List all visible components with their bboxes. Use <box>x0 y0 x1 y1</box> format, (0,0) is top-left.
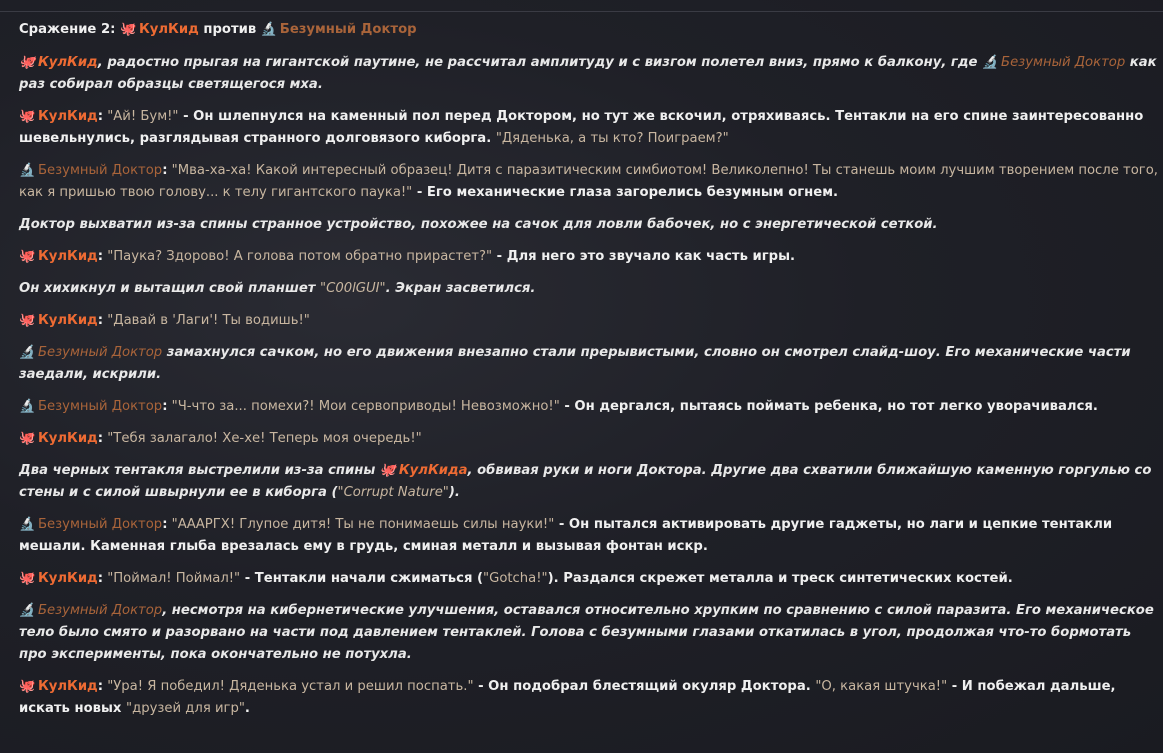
kid-name: КулКид <box>38 431 98 446</box>
colon: : <box>162 517 168 532</box>
octopus-icon: 🐙 <box>19 109 36 124</box>
octopus-icon: 🐙 <box>19 431 36 446</box>
microscope-icon: 🔬 <box>260 22 278 37</box>
colon: : <box>97 679 103 694</box>
colon: : <box>97 109 103 124</box>
doctor-name: Безумный Доктор <box>38 603 163 618</box>
colon: : <box>97 249 103 264</box>
chat-message-body <box>19 19 1161 730</box>
paragraph-12 <box>19 514 1161 558</box>
microscope-icon: 🔬 <box>19 399 36 414</box>
paragraph-4 <box>19 214 1161 236</box>
kid-name: КулКид <box>38 679 98 694</box>
doctor-name: Безумный Доктор <box>38 345 163 360</box>
microscope-icon: 🔬 <box>19 345 36 360</box>
vs-label: против <box>203 22 257 37</box>
doctor-name: Безумный Доктор <box>38 517 163 532</box>
battle-label: Сражение 2: <box>19 22 116 37</box>
octopus-icon: 🐙 <box>19 55 36 70</box>
narration: - Он подобрал блестящий окуляр Доктора. <box>473 679 816 694</box>
quote: "C00lGUI" <box>320 281 386 296</box>
microscope-icon: 🔬 <box>19 517 36 532</box>
narration: , несмотря на кибернетические улучшения, оставался относительно хрупким по сравнению с силой паразита. Его механическое тело было смято и разорвано на части под давлением тентаклей. Голова с безумными глазами откатилась в угол, продолжая что-то бормотать про эксперименты, пока окончательно не потухла. <box>19 603 1154 662</box>
kid-name: КулКид <box>38 571 98 586</box>
narration: - И побежал дальше, искать новых <box>19 679 1116 716</box>
quote: "Поймал! Поймал!" <box>107 571 241 586</box>
paragraph-14 <box>19 600 1161 666</box>
paragraph-7 <box>19 310 1161 332</box>
paragraph-15 <box>19 676 1161 720</box>
narration: замахнулся сачком, но его движения внезапно стали прерывистыми, словно он смотрел слайд-шоу. Его механические части заедали, искрили. <box>19 345 1131 382</box>
octopus-icon: 🐙 <box>379 463 397 478</box>
quote: "Давай в 'Лаги'! Ты водишь!" <box>107 313 310 328</box>
microscope-icon: 🔬 <box>982 55 999 70</box>
quote: "Дяденька, а ты кто? Поиграем?" <box>495 131 729 146</box>
narration: ). <box>448 485 460 500</box>
narration: ). Раздался скрежет металла и треск синтетических костей. <box>547 571 1013 586</box>
colon: : <box>97 313 103 328</box>
octopus-icon: 🐙 <box>19 313 36 328</box>
narration: . <box>244 701 250 716</box>
paragraph-5 <box>19 246 1161 268</box>
quote: "Ура! Я победил! Дяденька устал и решил поспать." <box>107 679 474 694</box>
narration: - Он дергался, пытаясь поймать ребенка, но тот легко уворачивался. <box>559 399 1098 414</box>
octopus-icon: 🐙 <box>19 571 36 586</box>
quote: "О, какая штучка!" <box>815 679 948 694</box>
colon: : <box>97 431 103 446</box>
kid-name: КулКид <box>38 55 98 70</box>
narration: - Он пытался активировать другие гаджеты, но лаги и цепкие тентакли мешали. Каменная глыба врезалась ему в грудь, сминая металл и вызывая фонтан искр. <box>19 517 1113 554</box>
doctor-name: Безумный Доктор <box>38 399 163 414</box>
narration: - Он шлепнулся на каменный пол перед Доктором, но тут же вскочил, отряхиваясь. Тентакли на его спине заинтересованно шевельнулись, разглядывая странного долговязого киборга. <box>19 109 1144 146</box>
kid-name: КулКида <box>398 463 468 478</box>
quote: "Тебя залагало! Хе-хе! Теперь моя очередь!" <box>107 431 422 446</box>
narration: , обвивая руки и ноги Доктора. Другие два схватили ближайшую каменную горгулью со стены и с силой швырнули ее в киборга ( <box>19 463 1152 500</box>
quote: "Мва-ха-ха! Какой интересный образец! Дитя с паразитическим симбиотом! Великолепно! Ты станешь моим лучшим творением после того, как я пришью твою голову... к телу гигантского паука!" <box>19 163 1158 200</box>
paragraph-10 <box>19 428 1161 450</box>
quote: "друзей для игр" <box>126 701 245 716</box>
kid-name: КулКид <box>139 22 199 37</box>
paragraph-13 <box>19 568 1161 590</box>
quote: "Ч-что за... помехи?! Мои сервоприводы! Невозможно!" <box>171 399 560 414</box>
narration: - Для него это звучало как часть игры. <box>492 249 796 264</box>
kid-name: КулКид <box>38 249 98 264</box>
microscope-icon: 🔬 <box>19 163 36 178</box>
octopus-icon: 🐙 <box>19 679 36 694</box>
narration: Он хихикнул и вытащил свой планшет <box>19 281 321 296</box>
top-divider <box>0 11 1163 12</box>
paragraph-9 <box>19 396 1161 418</box>
octopus-icon: 🐙 <box>120 22 137 37</box>
narration: . Экран засветился. <box>385 281 536 296</box>
kid-name: КулКид <box>38 109 98 124</box>
doctor-name: Безумный Доктор <box>279 22 417 37</box>
paragraph-8 <box>19 342 1161 386</box>
paragraph-2 <box>19 106 1161 150</box>
doctor-name: Безумный Доктор <box>1001 55 1126 70</box>
paragraph-11 <box>19 460 1161 504</box>
narration: как раз собирал образцы светящегося мха. <box>19 55 1157 92</box>
kid-name: КулКид <box>38 313 98 328</box>
narration: - Тентакли начали сжиматься ( <box>240 571 484 586</box>
narration: - Его механические глаза загорелись безумным огнем. <box>412 185 839 200</box>
colon: : <box>97 571 103 586</box>
paragraph-1 <box>19 52 1161 96</box>
quote: "АААРГХ! Глупое дитя! Ты не понимаешь силы науки!" <box>171 517 555 532</box>
colon: : <box>162 163 168 178</box>
quote: "Corrupt Nature" <box>337 485 449 500</box>
quote: "Gotcha!" <box>483 571 548 586</box>
quote: "Ай! Бум!" <box>107 109 179 124</box>
paragraph-6 <box>19 278 1161 300</box>
doctor-name: Безумный Доктор <box>38 163 163 178</box>
octopus-icon: 🐙 <box>19 249 36 264</box>
colon: : <box>162 399 168 414</box>
battle-heading <box>19 19 1161 41</box>
narration: Два черных тентакля выстрелили из-за спины <box>19 463 380 478</box>
quote: "Паука? Здорово! А голова потом обратно прирастет?" <box>107 249 493 264</box>
narration: , радостно прыгая на гигантской паутине, не рассчитал амплитуду и с визгом полетел вниз, прямо к балкону, где <box>97 55 983 70</box>
paragraph-3 <box>19 160 1161 204</box>
narration: Доктор выхватил из-за спины странное устройство, похожее на сачок для ловли бабочек, но с энергетической сеткой. <box>19 217 938 232</box>
microscope-icon: 🔬 <box>19 603 36 618</box>
